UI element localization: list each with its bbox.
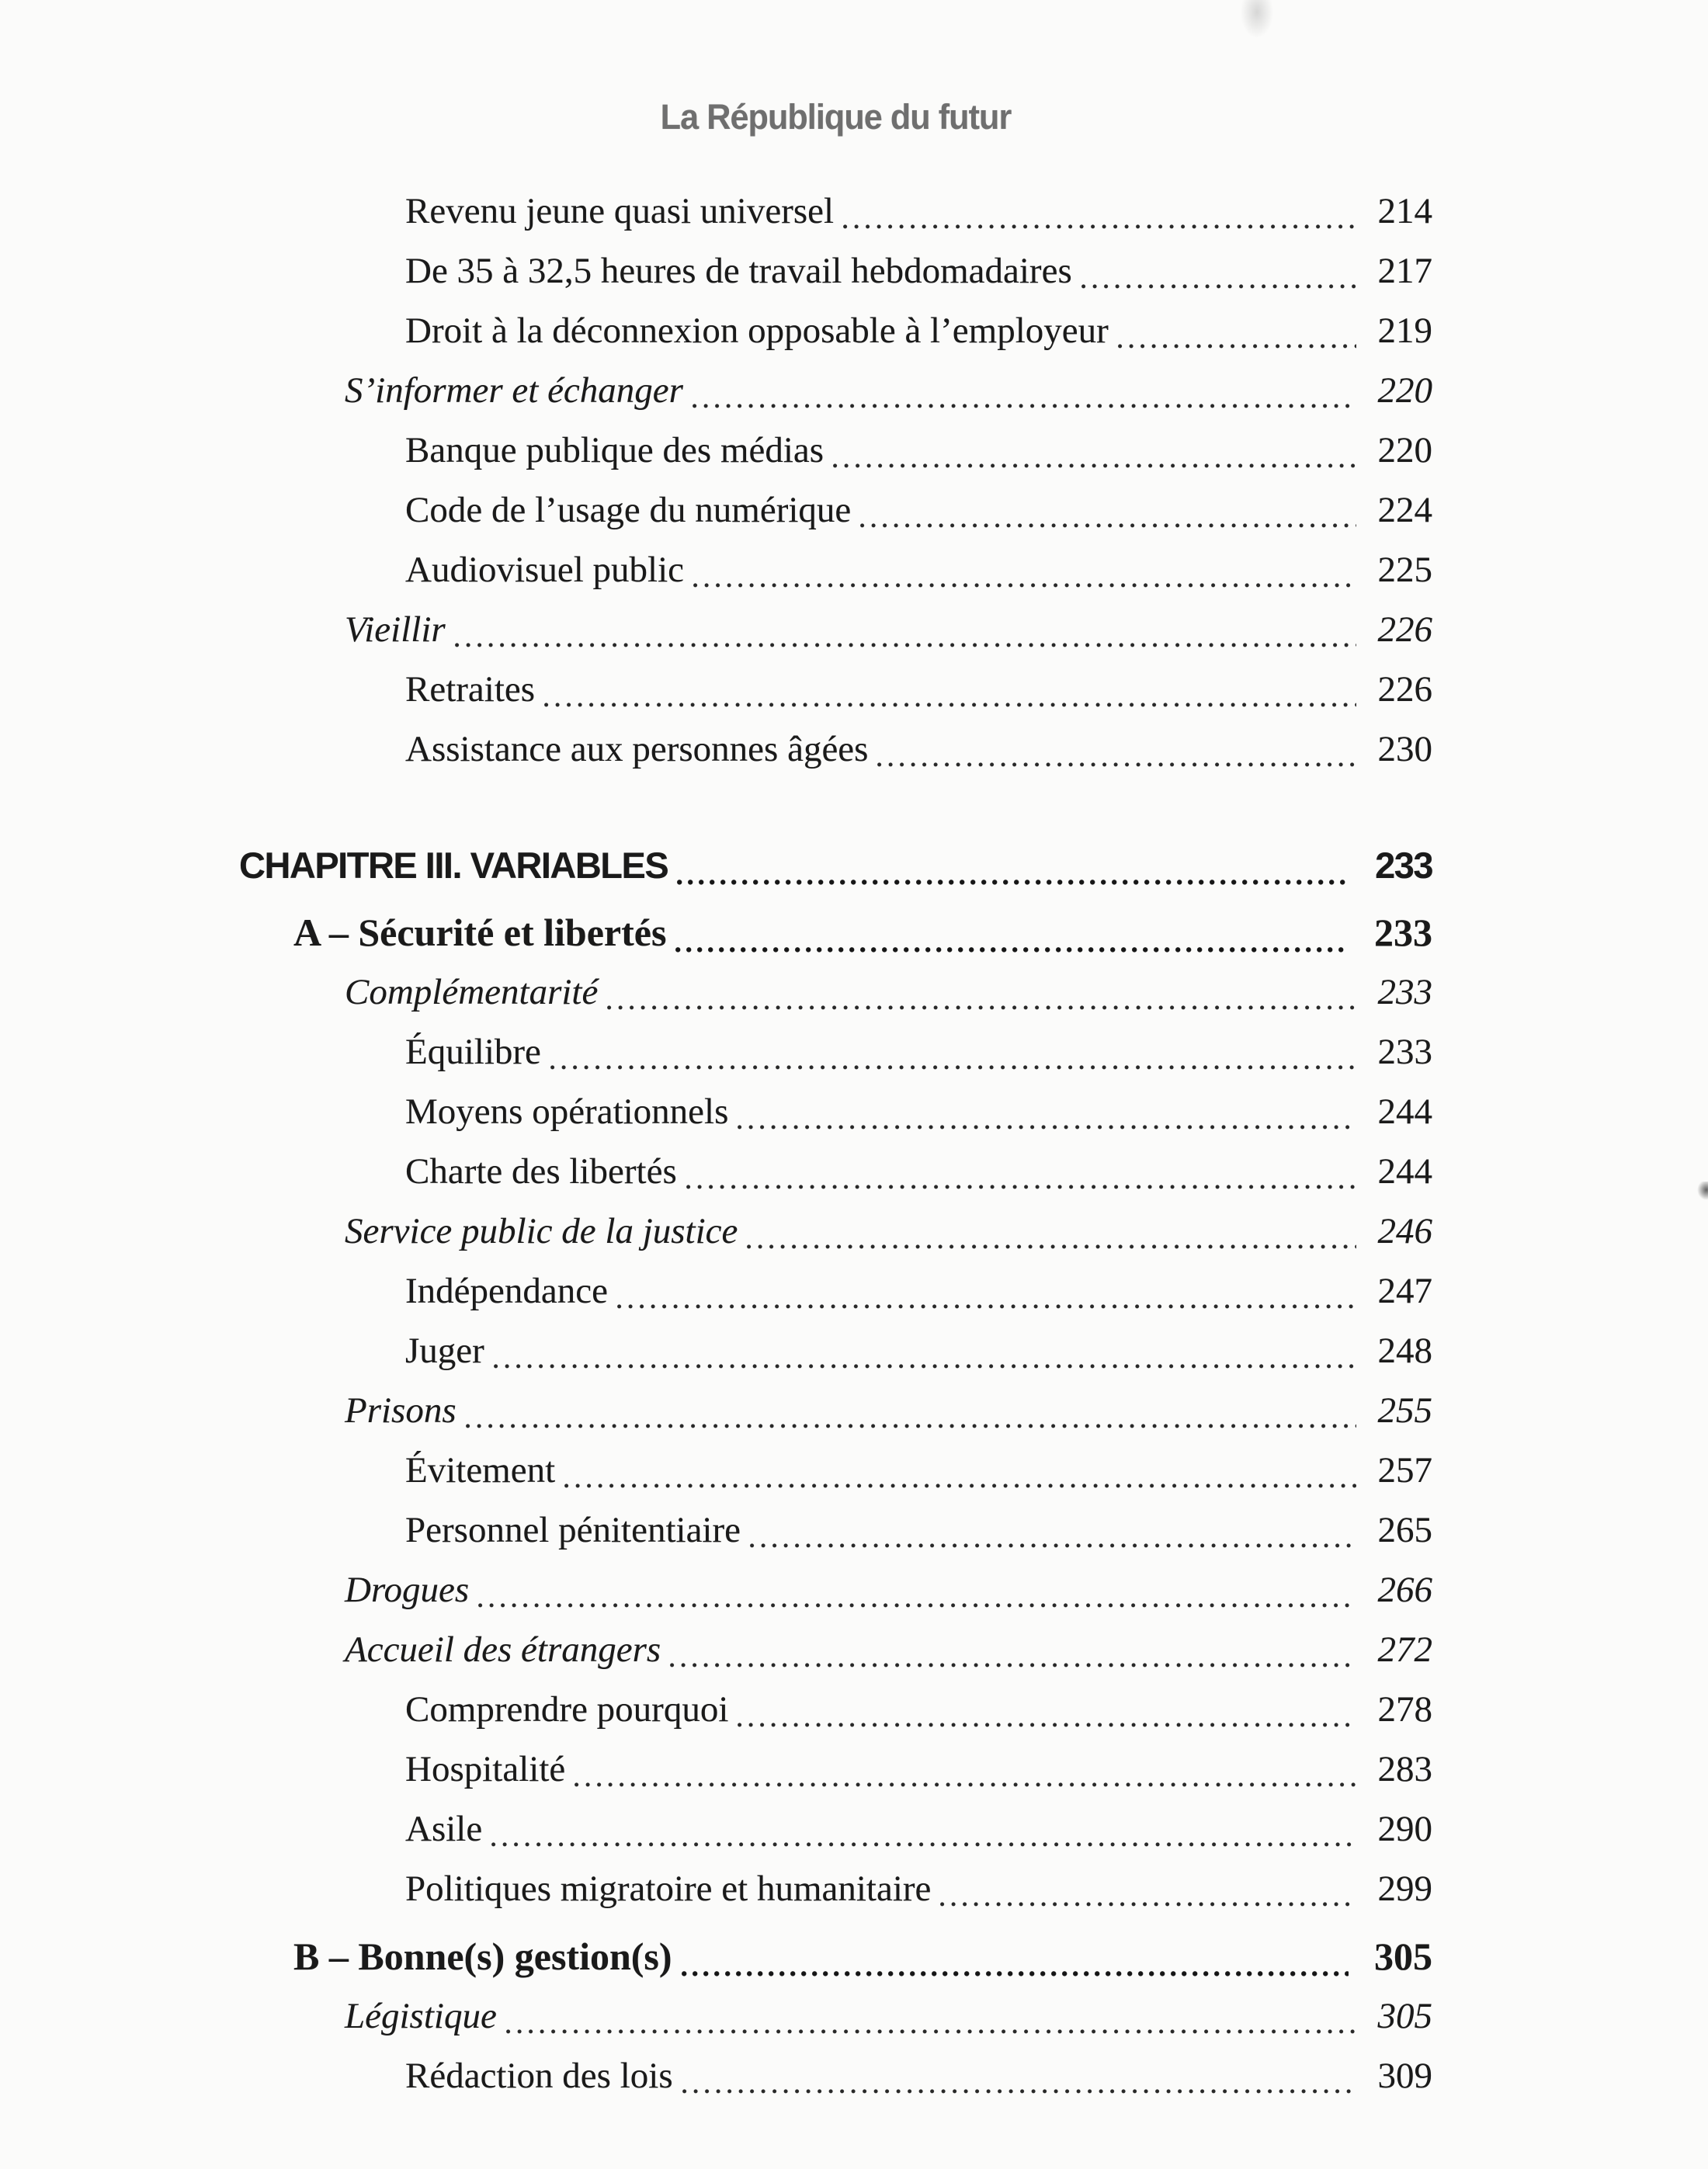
toc-entry-label: A – Sécurité et libertés <box>293 911 667 954</box>
toc-row <box>239 1381 1432 1441</box>
toc-entry-label: Assistance aux personnes âgées <box>405 729 869 769</box>
toc-entry-label: Indépendance <box>405 1271 608 1311</box>
toc-row <box>239 660 1432 720</box>
toc-row <box>239 1321 1432 1381</box>
toc-row <box>239 835 1432 895</box>
toc-entry-label: Retraites <box>405 669 536 710</box>
toc-entry-label: Légistique <box>345 1996 497 2036</box>
dot-leader <box>491 1840 1356 1841</box>
toc-page-number: 278 <box>1377 1689 1432 1730</box>
toc-page-number: 309 <box>1377 2056 1432 2096</box>
dot-leader <box>675 945 1349 946</box>
toc-entry-label: Vieillir <box>345 609 446 650</box>
toc-entry-label: Banque publique des médias <box>405 430 824 470</box>
dot-leader <box>617 1302 1356 1303</box>
toc-row <box>239 1022 1432 1082</box>
toc-page-number: 214 <box>1377 191 1432 231</box>
toc-page-number: 219 <box>1377 311 1432 351</box>
dot-leader <box>1081 282 1356 283</box>
dot-leader <box>607 1003 1356 1004</box>
toc-page-number: 225 <box>1377 550 1432 590</box>
toc-row <box>239 903 1432 963</box>
toc-entry-label: Code de l’usage du numérique <box>405 490 852 530</box>
toc-entry-label: Équilibre <box>405 1032 541 1072</box>
dot-leader <box>833 461 1356 462</box>
toc-row <box>239 1799 1432 1859</box>
toc-row <box>239 1501 1432 1560</box>
dot-leader <box>575 1780 1356 1781</box>
dot-leader <box>455 640 1356 641</box>
toc-page-number: 305 <box>1377 1996 1432 2036</box>
toc-page-number: 283 <box>1377 1749 1432 1789</box>
toc-page-number: 224 <box>1377 490 1432 530</box>
toc-page-number: 257 <box>1377 1450 1432 1491</box>
toc-page-number: 233 <box>1377 1032 1432 1072</box>
toc-entry-label: B – Bonne(s) gestion(s) <box>293 1935 672 1978</box>
toc-page-number: 233 <box>1374 911 1432 954</box>
scan-smudge-artifact <box>1239 0 1275 40</box>
toc-entry-label: Droit à la déconnexion opposable à l’employeur <box>405 311 1109 351</box>
dot-leader <box>544 700 1356 701</box>
scan-edge-mark-artifact <box>1697 1182 1708 1200</box>
toc-page-number: 220 <box>1377 430 1432 470</box>
toc-row <box>239 1859 1432 1919</box>
toc-entry-label: Service public de la justice <box>345 1211 738 1251</box>
toc-row <box>239 2046 1432 2106</box>
dot-leader <box>478 1601 1356 1602</box>
toc-page-number: 290 <box>1377 1809 1432 1849</box>
toc-row <box>239 301 1432 361</box>
dot-leader <box>693 401 1356 402</box>
toc-page-number: 226 <box>1377 669 1432 710</box>
toc-row <box>239 1560 1432 1620</box>
toc-entry-label: S’informer et échanger <box>345 370 683 411</box>
toc-row <box>239 1740 1432 1799</box>
dot-leader <box>506 2027 1356 2028</box>
toc-entry-label: Personnel pénitentiaire <box>405 1510 741 1550</box>
toc-row <box>239 720 1432 779</box>
dot-leader <box>750 1541 1356 1542</box>
toc-entry-label: Juger <box>405 1331 484 1371</box>
toc-page-number: 299 <box>1377 1869 1432 1909</box>
dot-leader <box>466 1421 1356 1422</box>
toc-page-number: 220 <box>1377 370 1432 411</box>
toc-entry-label: CHAPITRE III. VARIABLES <box>239 845 668 886</box>
toc-entry-label: Complémentarité <box>345 972 599 1012</box>
toc-row <box>239 540 1432 600</box>
toc-entry-label: Audiovisuel public <box>405 550 684 590</box>
toc-page-number: 247 <box>1377 1271 1432 1311</box>
toc-entry-label: Asile <box>405 1809 483 1849</box>
toc-entry-label: Hospitalité <box>405 1749 566 1789</box>
toc-page-number: 230 <box>1377 729 1432 769</box>
toc-row <box>239 481 1432 540</box>
toc-entry-label: Drogues <box>345 1570 470 1610</box>
running-header-book-title: La République du futur <box>660 97 1012 137</box>
toc-entry-label: Accueil des étrangers <box>345 1629 661 1670</box>
dot-leader <box>550 1063 1356 1064</box>
toc-row <box>239 963 1432 1022</box>
toc-page-number: 217 <box>1377 251 1432 291</box>
toc-row <box>239 1927 1432 1987</box>
dot-leader <box>677 877 1349 878</box>
toc-row <box>239 600 1432 660</box>
toc-list <box>239 182 1432 2106</box>
toc-page-number: 226 <box>1377 609 1432 650</box>
toc-page-number: 244 <box>1377 1091 1432 1132</box>
toc-entry-label: Rédaction des lois <box>405 2056 673 2096</box>
toc-row <box>239 1261 1432 1321</box>
toc-page-number: 266 <box>1377 1570 1432 1610</box>
toc-entry-label: Évitement <box>405 1450 556 1491</box>
toc-entry-label: Comprendre pourquoi <box>405 1689 729 1730</box>
toc-entry-label: Prisons <box>345 1390 457 1431</box>
toc-entry-label: Revenu jeune quasi universel <box>405 191 835 231</box>
toc-entry-label: Politiques migratoire et humanitaire <box>405 1869 932 1909</box>
dot-leader <box>877 760 1356 761</box>
dot-leader <box>564 1481 1356 1482</box>
toc-row <box>239 182 1432 241</box>
toc-page-number: 244 <box>1377 1151 1432 1192</box>
toc-entry-label: De 35 à 32,5 heures de travail hebdomadaires <box>405 251 1072 291</box>
toc-row <box>239 421 1432 481</box>
toc-row <box>239 1441 1432 1501</box>
dot-leader <box>860 521 1356 522</box>
toc-page-number: 246 <box>1377 1211 1432 1251</box>
toc-page-number: 233 <box>1377 972 1432 1012</box>
toc-row <box>239 1620 1432 1680</box>
dot-leader <box>686 1182 1356 1183</box>
toc-page-number: 305 <box>1374 1935 1432 1978</box>
toc-row <box>239 241 1432 301</box>
toc-row <box>239 1142 1432 1202</box>
toc-page-number: 233 <box>1375 845 1432 886</box>
toc-page-number: 248 <box>1377 1331 1432 1371</box>
dot-leader <box>738 1720 1356 1721</box>
toc-row <box>239 1680 1432 1740</box>
dot-leader <box>747 1242 1356 1243</box>
toc-page-number: 255 <box>1377 1390 1432 1431</box>
toc-page-number: 272 <box>1377 1629 1432 1670</box>
toc-row <box>239 361 1432 421</box>
toc-entry-label: Charte des libertés <box>405 1151 677 1192</box>
dot-leader <box>843 222 1356 223</box>
toc-row <box>239 1082 1432 1142</box>
toc-entry-label: Moyens opérationnels <box>405 1091 729 1132</box>
toc-page-number: 265 <box>1377 1510 1432 1550</box>
toc-row <box>239 1202 1432 1261</box>
toc-row <box>239 1987 1432 2046</box>
